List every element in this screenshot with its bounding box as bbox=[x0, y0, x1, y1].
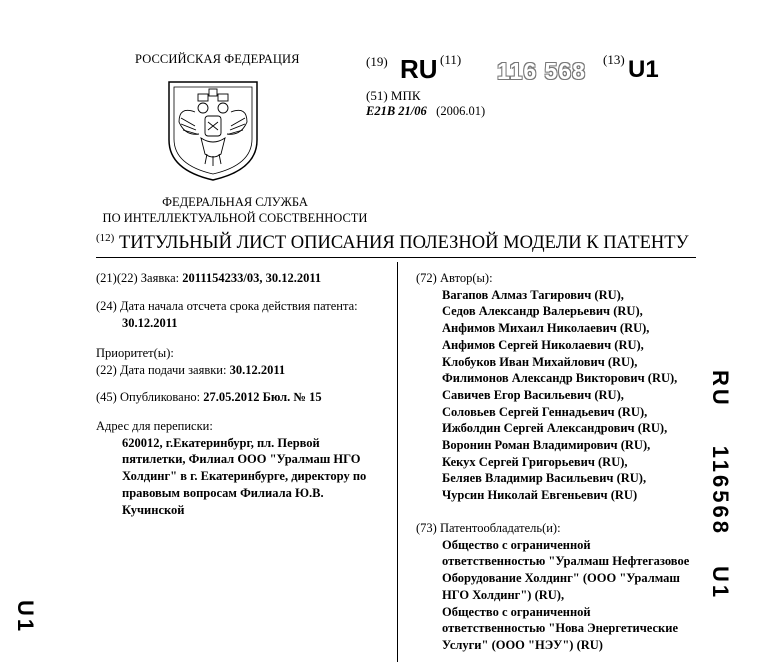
title-text: ТИТУЛЬНЫЙ ЛИСТ ОПИСАНИЯ ПОЛЕЗНОЙ МОДЕЛИ К ПАТЕНТУ bbox=[118, 233, 689, 254]
address-line: пятилетки, Филиал ООО "Уралмаш НГО bbox=[122, 452, 361, 467]
priority-field bbox=[96, 345, 285, 378]
inid-code-19: (19) bbox=[366, 54, 388, 69]
author-name: Вагапов Алмаз Тагирович (RU), bbox=[442, 287, 624, 302]
side-kind-right: U1 bbox=[708, 565, 733, 601]
term-value: 30.12.2011 bbox=[122, 315, 178, 330]
holder-line: Оборудование Холдинг" (ООО "Уралмаш bbox=[442, 571, 680, 586]
holder-line: ответственностью "Уралмаш Нефтегазовое bbox=[442, 554, 690, 569]
side-caption-left bbox=[12, 600, 38, 634]
author-name: Седов Александр Валерьевич (RU), bbox=[442, 304, 643, 319]
application-field bbox=[96, 270, 321, 287]
country-code: RU bbox=[400, 54, 438, 84]
address-line: правовым вопросам Филиала Ю.В. bbox=[122, 485, 324, 500]
inid-code-11: (11) bbox=[440, 52, 462, 67]
ipc-version: (2006.01) bbox=[436, 104, 486, 118]
ipc-classification bbox=[366, 104, 485, 119]
author-name: Анфимов Сергей Николаевич (RU), bbox=[442, 337, 644, 352]
author-name: Кекух Сергей Григорьевич (RU), bbox=[442, 454, 628, 469]
author-name: Анфимов Михаил Николаевич (RU), bbox=[442, 321, 650, 336]
ipc-label: (51) МПК bbox=[366, 88, 421, 103]
application-value: 2011154233/03, 30.12.2011 bbox=[182, 271, 322, 285]
published-field bbox=[96, 389, 322, 406]
holder-line: НГО Холдинг") (RU), bbox=[442, 587, 565, 602]
inid-code-12: (12) bbox=[96, 232, 115, 244]
published-label: (45) Опубликовано: bbox=[96, 390, 201, 404]
country-name: РОССИЙСКАЯ ФЕДЕРАЦИЯ bbox=[135, 52, 300, 66]
inid-code-13: (13) bbox=[603, 52, 625, 67]
priority-label: Приоритет(ы): bbox=[96, 346, 174, 360]
filing-label: (22) Дата подачи заявки: bbox=[96, 362, 227, 377]
address-line: Кучинской bbox=[122, 502, 185, 517]
holder-line: ответственностью "Нова Энергетические bbox=[442, 621, 678, 636]
column-divider bbox=[397, 262, 398, 662]
address-label: Адрес для переписки: bbox=[96, 419, 213, 433]
side-country-code: RU bbox=[708, 370, 733, 408]
holders-field bbox=[416, 520, 726, 654]
author-name: Ижболдин Сергей Александрович (RU), bbox=[442, 421, 668, 436]
address-field bbox=[96, 418, 396, 518]
holder-line: Услуги" (ООО "НЭУ") (RU) bbox=[442, 637, 603, 652]
term-label: (24) Дата начала отсчета срока действия патента: bbox=[96, 299, 358, 313]
term-field bbox=[96, 298, 358, 331]
author-name: Савичев Егор Васильевич (RU), bbox=[442, 387, 624, 402]
ipc-class: E21B 21/06 bbox=[366, 104, 427, 118]
title-divider bbox=[96, 257, 696, 258]
holders-label: (73) Патентообладатель(и): bbox=[416, 521, 561, 535]
coat-of-arms-emblem bbox=[165, 78, 261, 182]
agency-line-2: ПО ИНТЕЛЛЕКТУАЛЬНОЙ СОБСТВЕННОСТИ bbox=[102, 211, 368, 225]
author-name: Филимонов Александр Викторович (RU), bbox=[442, 371, 678, 386]
side-kind-left: U1 bbox=[13, 600, 38, 635]
published-value: 27.05.2012 bbox=[203, 390, 260, 404]
address-line: 620012, г.Екатеринбург, пл. Первой bbox=[122, 435, 320, 450]
author-name: Чурсин Николай Евгеньевич (RU) bbox=[442, 488, 638, 503]
side-caption-right bbox=[707, 370, 733, 600]
author-name: Воронин Роман Владимирович (RU), bbox=[442, 438, 651, 453]
application-label: (21)(22) Заявка: bbox=[96, 271, 180, 285]
side-patent-number: 116568 bbox=[708, 445, 733, 536]
document-title bbox=[96, 232, 689, 254]
patent-number: 116 568 bbox=[497, 58, 586, 84]
address-line: Холдинг" в г. Екатеринбурге, директору по bbox=[122, 469, 367, 484]
authors-field bbox=[416, 270, 716, 504]
filing-value: 30.12.2011 bbox=[229, 362, 286, 377]
holder-line: Общество с ограниченной bbox=[442, 537, 591, 552]
filing-field bbox=[96, 362, 285, 379]
author-name: Клобуков Иван Михайлович (RU), bbox=[442, 354, 638, 369]
agency-line-1: ФЕДЕРАЛЬНАЯ СЛУЖБА bbox=[162, 195, 308, 209]
holder-line: Общество с ограниченной bbox=[442, 604, 591, 619]
agency-name bbox=[85, 194, 385, 226]
document-kind: U1 bbox=[628, 56, 659, 83]
bulletin-number: Бюл. № 15 bbox=[262, 390, 322, 404]
author-name: Беляев Владимир Васильевич (RU), bbox=[442, 471, 647, 486]
authors-label: (72) Автор(ы): bbox=[416, 271, 493, 285]
author-name: Соловьев Сергей Геннадьевич (RU), bbox=[442, 404, 648, 419]
